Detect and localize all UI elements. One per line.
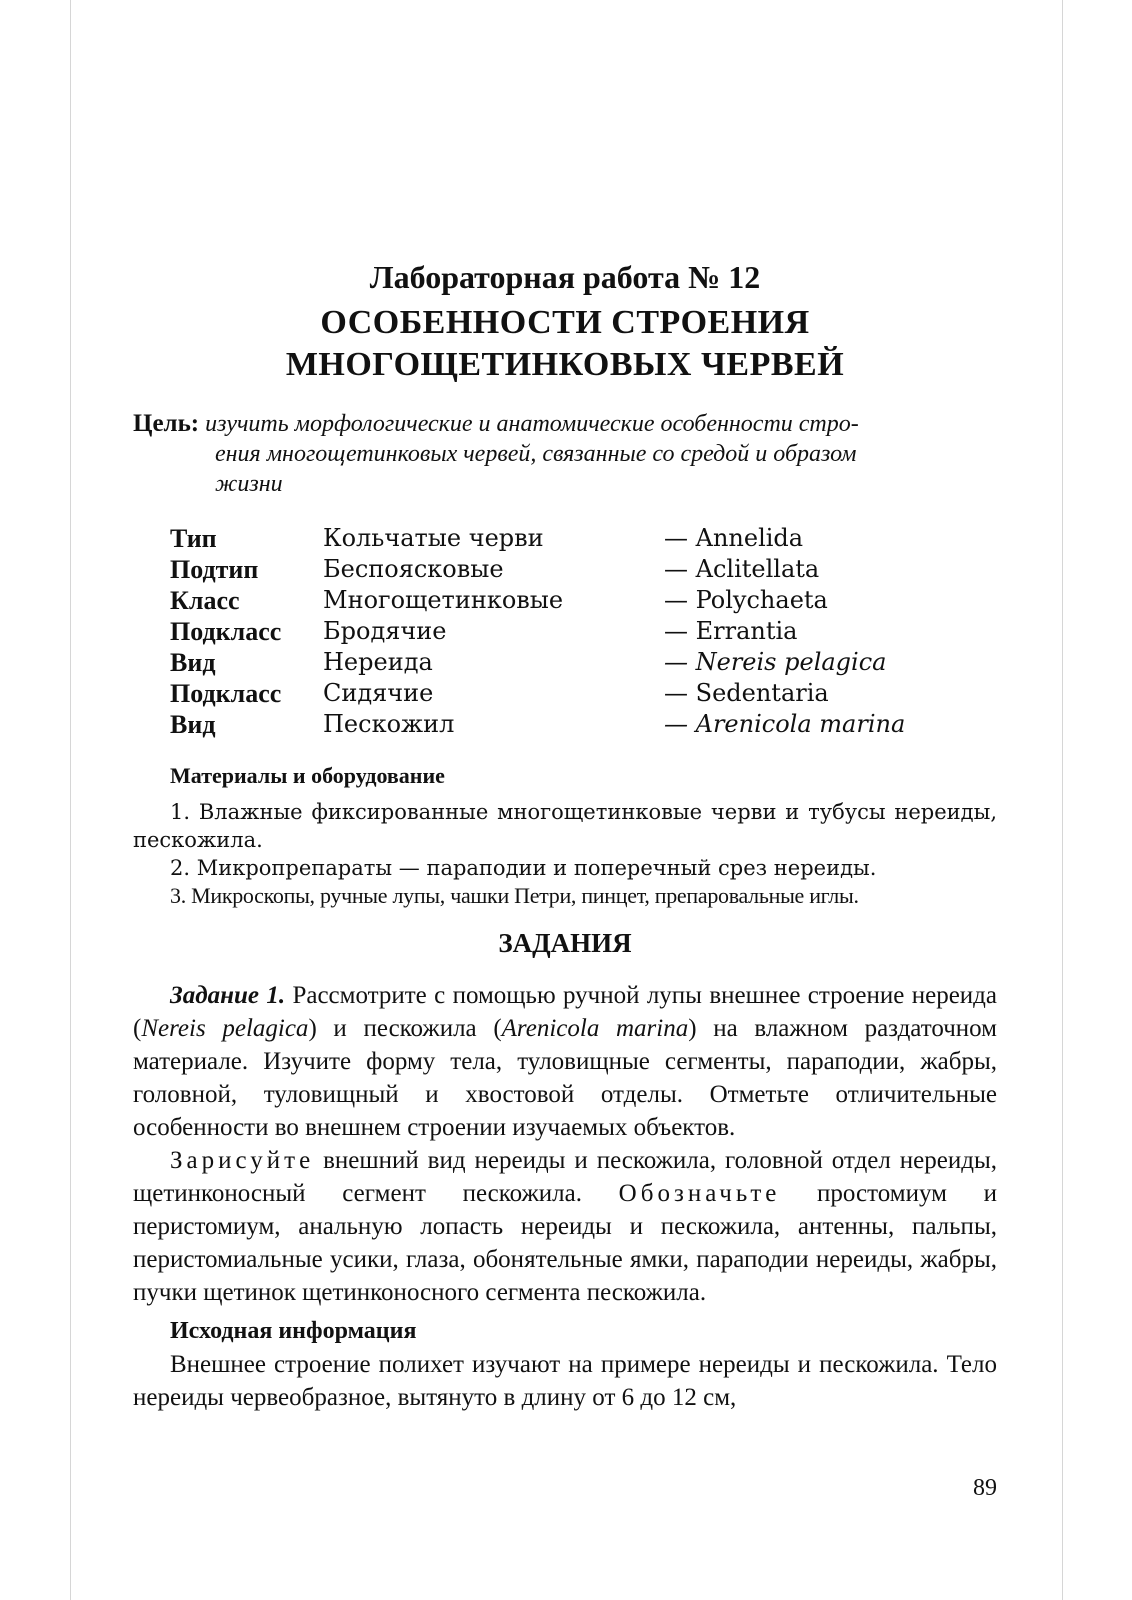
source-info-heading: Исходная информация [170, 1318, 417, 1344]
source-info-paragraph: Внешнее строение полихет изучают на примере нереиды и пескожила. Тело нереиды червеобразное, вытянуто в длину от 6 до 12 см, [133, 1351, 997, 1411]
latin-name-nereis: Nereis pelagica [141, 1015, 309, 1042]
taxonomy-rank: Класс [170, 586, 240, 615]
materials-heading: Материалы и оборудование [170, 763, 445, 788]
taxonomy-row [170, 616, 970, 647]
taxonomy-latin-name: — Nereis pelagica [664, 648, 887, 676]
taxonomy-row [170, 585, 970, 616]
taxonomy-rank: Подтип [170, 555, 259, 584]
taxonomy-row [170, 709, 970, 740]
goal-text-3: жизни [215, 471, 283, 497]
materials-item: 1. Влажные фиксированные многощетинковые черви и тубусы нереиды, пескожила. [133, 800, 997, 852]
taxonomy-row [170, 647, 970, 678]
page-number: 89 [973, 1475, 997, 1501]
page-edge-right [1062, 0, 1063, 1600]
taxonomy-russian-name: Бродячие [323, 617, 447, 645]
taxonomy-rank: Вид [170, 648, 216, 677]
taxonomy-latin-name: — Annelida [664, 524, 804, 552]
main-title-line-1: ОСОБЕННОСТИ СТРОЕНИЯ [320, 304, 810, 341]
task-1-paragraph [133, 979, 997, 1144]
goal-block [133, 409, 997, 499]
taxonomy-latin-name: — Polychaeta [664, 586, 828, 614]
taxonomy-latin-name: — Sedentaria [664, 679, 829, 707]
goal-text-2: ения многощетинковых червей, связанные со средой и образом [215, 441, 857, 467]
materials-item: 3. Микроскопы, ручные лупы, чашки Петри, пинцет, препаровальные иглы. [170, 883, 859, 908]
main-title [133, 302, 997, 386]
draw-keyword: Зарисуйте [170, 1147, 315, 1174]
task-1-label: Задание 1. [170, 982, 286, 1009]
mark-keyword: Обозначьте [618, 1180, 781, 1207]
taxonomy-latin-name: — Arenicola marina [664, 710, 906, 738]
taxonomy-russian-name: Беспоясковые [323, 555, 504, 583]
latin-name-arenicola: Arenicola marina [501, 1015, 689, 1042]
taxonomy-russian-name: Нереида [323, 648, 433, 676]
page-edge-left [70, 0, 71, 1600]
taxonomy-russian-name: Пескожил [323, 710, 455, 738]
mark-text: простомиум и перистомиум, анальную лопасть нереиды и пескожила, антенны, пальпы, перистомиальные усики, глаза, обонятельные ямки, параподии нереиды, жабры, пучки щетинок щетинконосного сегмента пескожила. [133, 1180, 997, 1306]
taxonomy-row [170, 523, 970, 554]
taxonomy-rank: Вид [170, 710, 216, 739]
goal-text-1: изучить морфологические и анатомические особенности стро- [205, 411, 859, 437]
taxonomy-rank: Тип [170, 524, 217, 553]
taxonomy-latin-name: — Aclitellata [664, 555, 820, 583]
draw-text: внешний вид нереиды и пескожила, головной отдел нереиды, щетинконосный сегмент пескожила. [133, 1147, 997, 1207]
taxonomy-row [170, 678, 970, 709]
main-title-line-2: МНОГОЩЕТИНКОВЫХ ЧЕРВЕЙ [285, 346, 845, 383]
task-1-text: ) и пескожила ( [308, 1015, 502, 1042]
taxonomy-table [170, 523, 970, 740]
taxonomy-russian-name: Кольчатые черви [323, 524, 544, 552]
materials-item: 2. Микропрепараты — параподии и поперечный срез нереиды. [170, 856, 877, 880]
taxonomy-rank: Подкласс [170, 679, 282, 708]
taxonomy-russian-name: Сидячие [323, 679, 434, 707]
taxonomy-latin-name: — Errantia [664, 617, 798, 645]
materials-list [133, 798, 997, 910]
drawing-instructions-paragraph [133, 1144, 997, 1309]
task-1-text: ) на влажном раздаточном материале. Изучите форму тела, туловищные сегменты, параподии, жабры, головной, туловищный и хвостовой отделы. Отметьте отличительные особенности во внешнем строении изучаемых объектов. [133, 1015, 998, 1141]
taxonomy-russian-name: Многощетинковые [323, 586, 564, 614]
taxonomy-rank: Подкласс [170, 617, 282, 646]
taxonomy-row [170, 554, 970, 585]
task-body [133, 979, 997, 1414]
lab-title: Лабораторная работа № 12 [369, 259, 761, 295]
task-1-text: Рассмотрите с помощью ручной лупы внешнее строение нереида ( [133, 982, 997, 1042]
goal-label: Цель: [133, 410, 200, 437]
tasks-heading: ЗАДАНИЯ [498, 928, 632, 958]
goal-line-1 [133, 409, 997, 439]
